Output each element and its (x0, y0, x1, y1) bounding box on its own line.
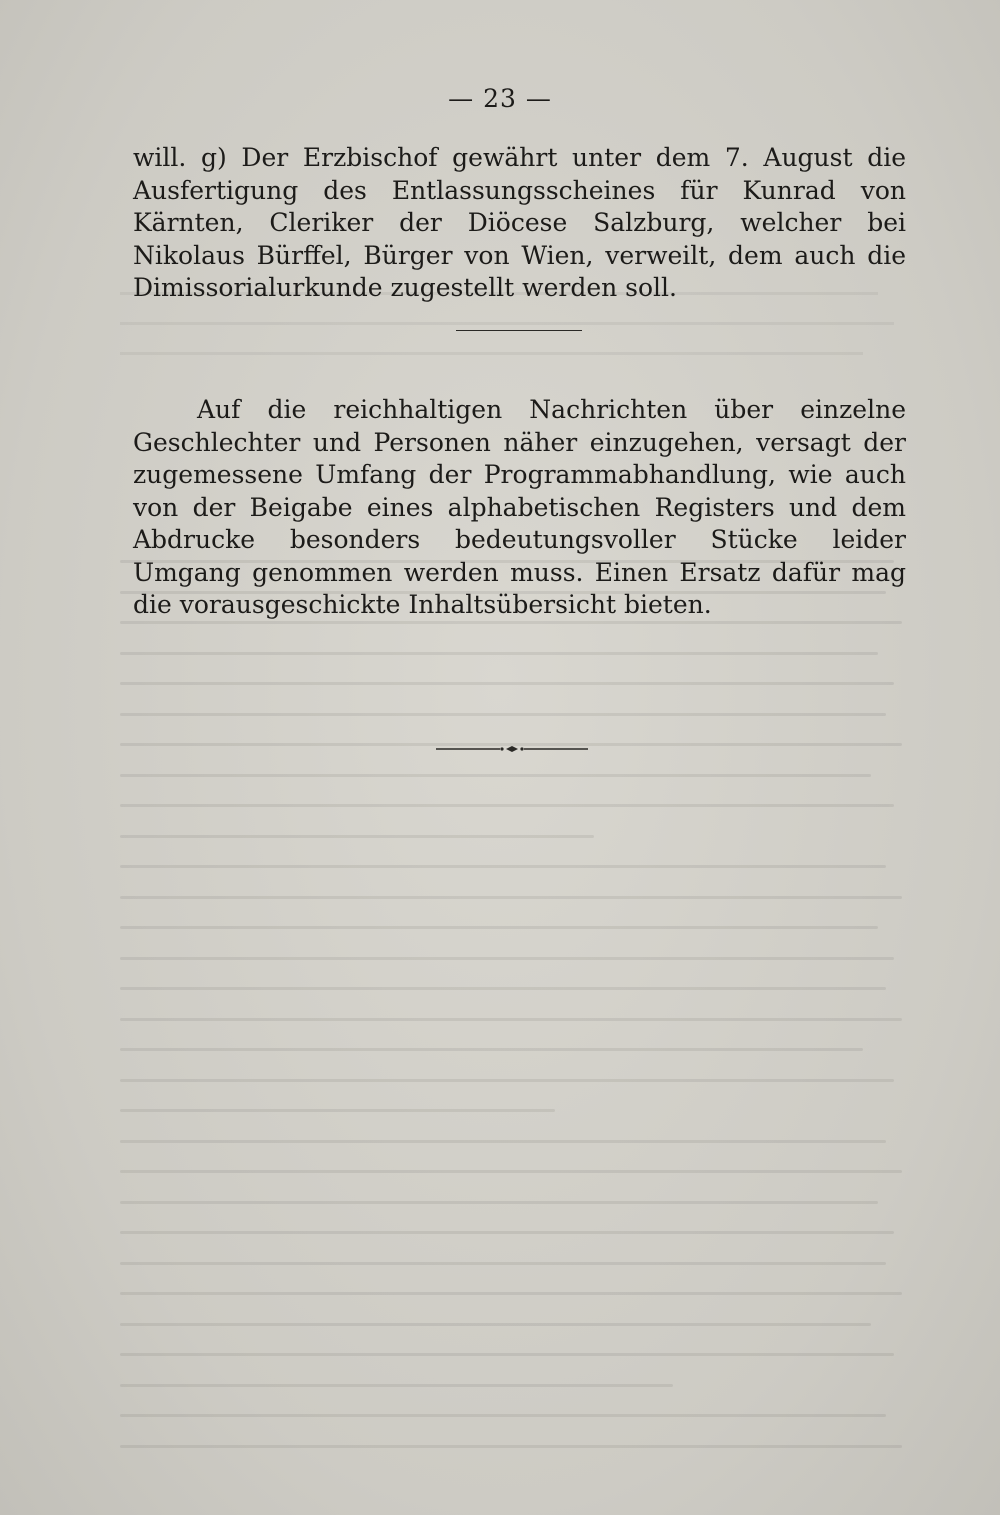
paragraph-text: Auf die reichhaltigen Nachrichten über einzelne Geschlechter und Personen näher einzugehen, versagt der zugemessene Umfang der Programmabhandlung, wie auch von der Beigabe eines alphabetischen Registers und dem Abdrucke besonders bedeutungsvoller Stücke leider Umgang genommen werden muss. Einen Ersatz dafür mag die vorausgeschickte Inhaltsübersicht bieten. (133, 395, 906, 619)
paragraph-text: will. g) Der Erzbischof gewährt unter dem 7. August die Ausfertigung des Entlassungsscheines für Kunrad von Kärnten, Cleriker der Diöcese Salzburg, welcher bei Nikolaus Bürffel, Bürger von Wien, verweilt, dem auch die Dimissorialurkunde zugestellt werden soll. (133, 143, 906, 302)
paragraph-continuation (133, 142, 906, 305)
section-divider (456, 330, 582, 331)
closing-paragraph (133, 394, 906, 622)
show-through-text (120, 560, 910, 1440)
page-number: — 23 — (448, 84, 552, 113)
ornamental-rule (436, 742, 588, 756)
